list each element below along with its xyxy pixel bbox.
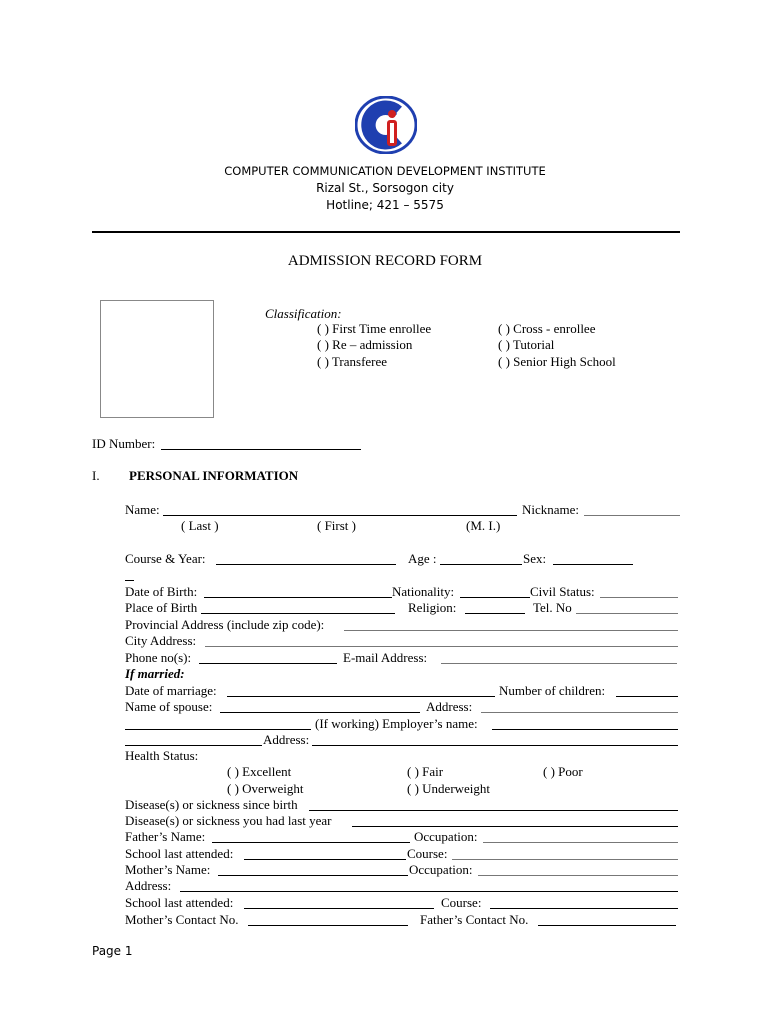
middle-initial-hint: (M. I.) [466,518,501,533]
civil-status-label: Civil Status: [530,584,595,599]
email-field[interactable] [441,652,677,664]
classification-option[interactable]: ( ) Senior High School [498,354,616,369]
spouse-field[interactable] [220,701,420,713]
tel-field[interactable] [576,602,678,614]
tel-label: Tel. No [533,600,572,615]
section-number: I. [92,468,100,483]
institute-name: COMPUTER COMMUNICATION DEVELOPMENT INSTITUTE [224,164,546,178]
email-label: E-mail Address: [343,650,428,665]
mother-name-label: Mother’s Name: [125,862,211,877]
disease-since-birth-field[interactable] [309,799,678,811]
spouse-occupation-field[interactable] [125,718,311,730]
id-number-label: ID Number: [92,436,156,451]
religion-label: Religion: [408,600,457,615]
nickname-label: Nickname: [522,502,580,517]
children-label: Number of children: [499,683,606,698]
employer-address-label: Address: [263,732,310,747]
age-label: Age : [408,551,437,566]
provincial-address-field[interactable] [344,619,678,631]
nationality-label: Nationality: [392,584,455,599]
institute-hotline: Hotline; 421 – 5575 [326,198,444,212]
classification-option[interactable]: ( ) Re – admission [317,337,413,352]
id-number-field[interactable] [161,438,361,450]
dob-field[interactable] [204,586,392,598]
employer-address-field[interactable] [312,734,678,746]
nickname-field[interactable] [584,504,680,516]
cdi-logo-icon [355,96,417,154]
if-married-label: If married: [125,666,185,681]
mother-occupation-label: Occupation: [409,862,473,877]
pob-label: Place of Birth [125,600,198,615]
date-of-marriage-field[interactable] [227,685,495,697]
father-course-field[interactable] [452,848,678,860]
course-year-label: Course & Year: [125,551,206,566]
course-year-field[interactable] [216,553,396,565]
sex-field[interactable] [553,553,633,565]
mother-school-label: School last attended: [125,895,234,910]
health-option-overweight[interactable]: ( ) Overweight [227,781,304,796]
civil-status-field[interactable] [600,586,678,598]
section-title: PERSONAL INFORMATION [129,468,299,483]
health-option-underweight[interactable]: ( ) Underweight [407,781,491,796]
father-occupation-label: Occupation: [414,829,478,844]
pob-field[interactable] [201,602,395,614]
father-contact-field[interactable] [538,914,676,926]
father-occupation-field[interactable] [483,831,678,843]
employer-label: (If working) Employer’s name: [315,716,478,731]
phone-field[interactable] [199,652,337,664]
mother-course-field[interactable] [490,897,678,909]
name-label: Name: [125,502,160,517]
mother-school-field[interactable] [244,897,434,909]
father-name-field[interactable] [212,831,410,843]
health-option-excellent[interactable]: ( ) Excellent [227,764,292,779]
spouse-address-label: Address: [426,699,473,714]
mother-contact-label: Mother’s Contact No. [125,912,239,927]
provincial-address-label: Provincial Address (include zip code): [125,617,325,632]
age-field[interactable] [440,553,522,565]
disease-last-year-label: Disease(s) or sickness you had last year [125,813,332,828]
phone-label: Phone no(s): [125,650,192,665]
page-number: Page 1 [92,944,133,958]
date-of-marriage-label: Date of marriage: [125,683,217,698]
father-name-label: Father’s Name: [125,829,206,844]
father-school-field[interactable] [244,848,406,860]
last-name-hint: ( Last ) [181,518,219,533]
photo-box[interactable] [100,300,214,418]
spouse-label: Name of spouse: [125,699,213,714]
city-address-label: City Address: [125,633,197,648]
classification-label: Classification: [265,306,342,321]
classification-option[interactable]: ( ) First Time enrollee [317,321,432,336]
father-contact-label: Father’s Contact No. [420,912,529,927]
employer-field[interactable] [492,718,678,730]
classification-option[interactable]: ( ) Transferee [317,354,388,369]
father-school-label: School last attended: [125,846,234,861]
sex-label: Sex: [523,551,547,566]
mother-address-label: Address: [125,878,172,893]
health-option-fair[interactable]: ( ) Fair [407,764,444,779]
dob-label: Date of Birth: [125,584,198,599]
religion-field[interactable] [465,602,525,614]
first-name-hint: ( First ) [317,518,356,533]
sex-field-wrap[interactable] [125,569,134,581]
city-address-field[interactable] [205,635,678,647]
nationality-field[interactable] [460,586,530,598]
disease-last-year-field[interactable] [352,815,678,827]
health-status-label: Health Status: [125,748,199,763]
institute-address: Rizal St., Sorsogon city [316,181,454,195]
mother-address-field[interactable] [180,880,678,892]
mother-course-label: Course: [441,895,482,910]
employer-extra-field[interactable] [125,734,262,746]
children-field[interactable] [616,685,678,697]
health-option-poor[interactable]: ( ) Poor [543,764,583,779]
spouse-address-field[interactable] [481,701,678,713]
mother-name-field[interactable] [218,864,408,876]
classification-option[interactable]: ( ) Cross - enrollee [498,321,596,336]
mother-occupation-field[interactable] [478,864,678,876]
father-course-label: Course: [407,846,448,861]
classification-option[interactable]: ( ) Tutorial [498,337,555,352]
form-title: ADMISSION RECORD FORM [287,253,483,269]
name-field[interactable] [163,504,517,516]
disease-since-birth-label: Disease(s) or sickness since birth [125,797,298,812]
header-divider [92,231,680,233]
mother-contact-field[interactable] [248,914,408,926]
